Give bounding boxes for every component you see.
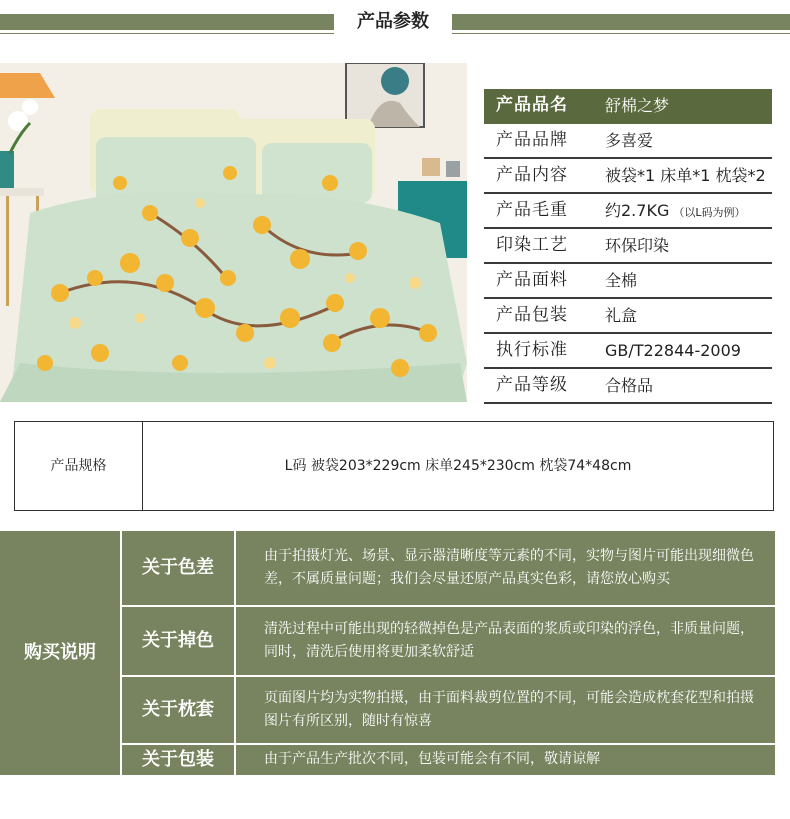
notes-title: 购买说明 (24, 642, 96, 663)
param-value: 多喜爱 (605, 131, 654, 150)
note-label: 关于包装 (142, 749, 214, 770)
param-value: 合格品 (605, 376, 654, 395)
spec-label: 产品规格 (50, 458, 107, 474)
param-row (484, 334, 772, 369)
param-value (605, 194, 745, 229)
param-value: 全棉 (605, 271, 638, 290)
param-value: 舒棉之梦 (605, 96, 670, 115)
param-label: 产品品牌 (496, 130, 568, 150)
param-label: 产品包装 (496, 305, 568, 325)
note-label: 关于枕套 (142, 699, 214, 720)
param-value: 环保印染 (605, 236, 670, 255)
param-label: 产品内容 (496, 165, 568, 185)
note-label: 关于掉色 (142, 630, 214, 651)
notes-divider (234, 531, 236, 775)
section-title: 产品参数 (357, 11, 429, 32)
param-value: 被袋*1 床单*1 枕袋*2 (605, 166, 766, 185)
param-row (484, 89, 772, 124)
param-row (484, 299, 772, 334)
param-value-main: 约2.7KG (605, 201, 670, 220)
param-row (484, 229, 772, 264)
param-label: 执行标准 (496, 340, 568, 360)
spec-value: L码 被袋203*229cm 床单245*230cm 枕袋74*48cm (284, 458, 632, 474)
product-photo (0, 63, 467, 402)
param-value: 礼盒 (605, 306, 638, 325)
spec-box (14, 421, 774, 511)
param-value-note: （以L码为例） (673, 206, 746, 219)
section-header (0, 8, 790, 36)
note-text: 由于产品生产批次不同，包装可能会有不同，敬请谅解 (264, 751, 600, 767)
param-table (484, 89, 772, 404)
param-row (484, 369, 772, 404)
param-row (484, 159, 772, 194)
param-row (484, 124, 772, 159)
header-bar-left (0, 14, 334, 30)
note-text: 清洗过程中可能出现的轻微掉色是产品表面的浆质或印染的浮色，非质量问题，同时，清洗后使用将更加柔软舒适 (264, 621, 754, 660)
note-text: 页面图片均为实物拍摄，由于面料裁剪位置的不同，可能会造成枕套花型和拍摄图片有所区别，随时有惊喜 (264, 690, 754, 729)
param-label: 印染工艺 (496, 235, 568, 255)
param-row (484, 264, 772, 299)
param-label: 产品毛重 (496, 200, 568, 220)
purchase-notes (0, 531, 775, 775)
param-label: 产品等级 (496, 375, 568, 395)
note-label: 关于色差 (142, 557, 214, 578)
header-line-left (0, 33, 334, 34)
param-value: GB/T22844-2009 (605, 341, 741, 360)
param-label: 产品面料 (496, 270, 568, 290)
header-line-right (452, 33, 790, 34)
header-bar-right (452, 14, 790, 30)
note-text: 由于拍摄灯光、场景、显示器清晰度等元素的不同，实物与图片可能出现细微色差，不属质量问题；我们会尽量还原产品真实色彩，请您放心购买 (264, 548, 754, 587)
param-row (484, 194, 772, 229)
param-label: 产品品名 (496, 95, 568, 115)
